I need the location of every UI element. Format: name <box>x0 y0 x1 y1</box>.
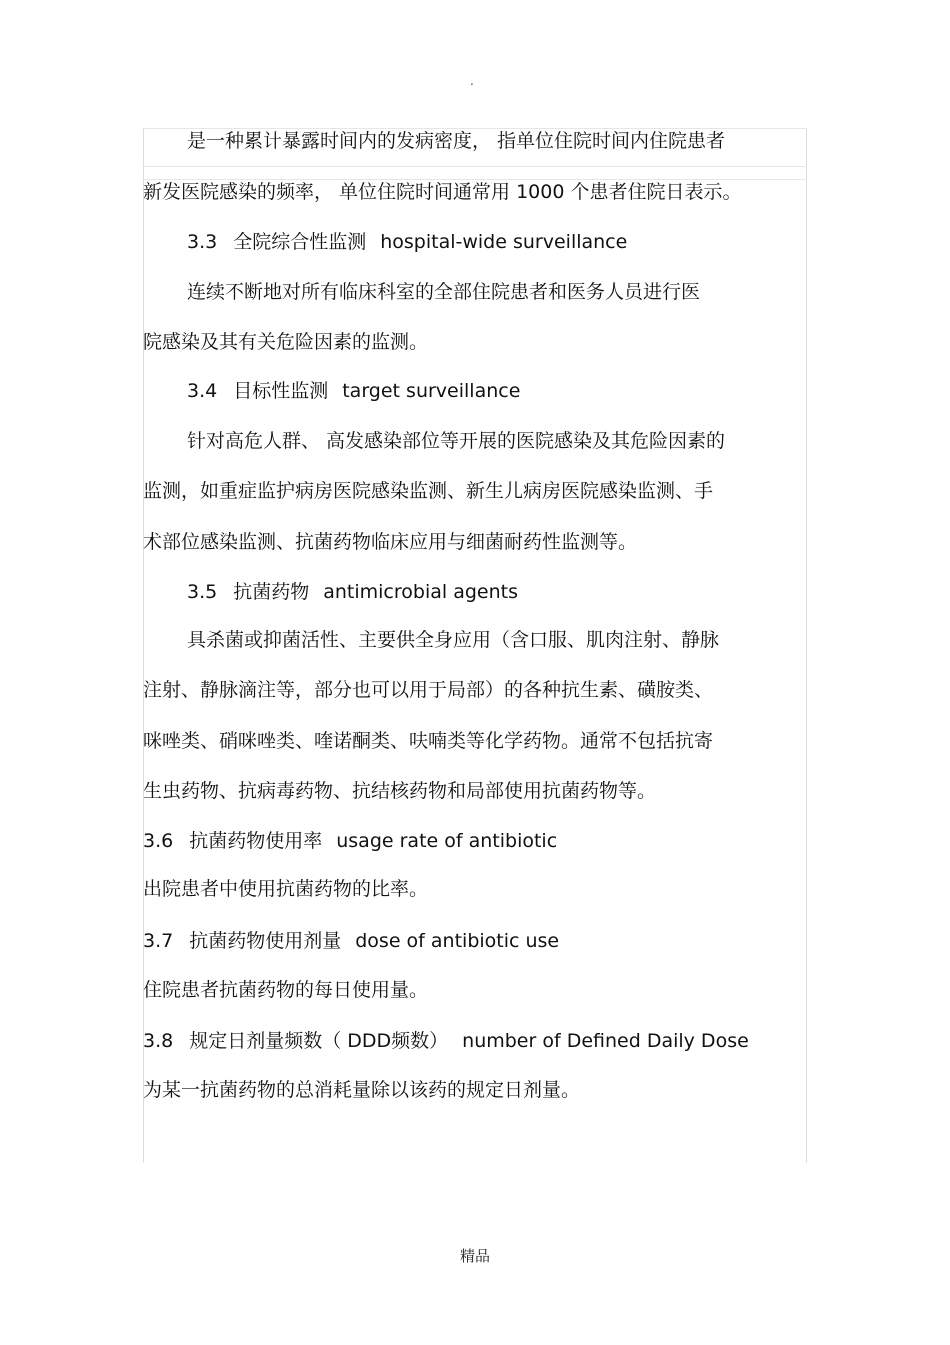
section-number: 3.8 <box>143 1030 174 1052</box>
paragraph-line: 出院患者中使用抗菌药物的比率。 <box>143 878 429 900</box>
section-title-cn: 规定日剂量频数（ DDD频数） <box>189 1030 449 1052</box>
paragraph-line: 院感染及其有关危险因素的监测。 <box>143 331 429 353</box>
section-title-en: target surveillance <box>342 380 521 402</box>
section-title-en: dose of antibiotic use <box>355 930 560 952</box>
paragraph-line: 生虫药物、抗病毒药物、抗结核药物和局部使用抗菌药物等。 <box>143 780 657 802</box>
section-number: 3.7 <box>143 930 174 952</box>
section-number: 3.5 <box>187 581 218 603</box>
section-title-en: usage rate of antibiotic <box>336 830 558 852</box>
section-title-cn: 目标性监测 <box>233 380 329 402</box>
section-title-cn: 抗菌药物使用剂量 <box>189 930 342 952</box>
paragraph-line: 监测，如重症监护病房医院感染监测、新生儿病房医院感染监测、手 <box>143 480 714 502</box>
frame-rule <box>143 166 807 167</box>
paragraph-line: 新发医院感染的频率， 单位住院时间通常用 1000 个患者住院日表示。 <box>143 181 742 203</box>
section-heading-3-7 <box>143 928 811 954</box>
section-heading-3-5 <box>187 579 855 605</box>
section-title-cn: 抗菌药物使用率 <box>189 830 323 852</box>
section-number: 3.6 <box>143 830 174 852</box>
section-title-en: number of Defined Daily Dose <box>462 1030 749 1052</box>
section-heading-3-8 <box>143 1028 811 1054</box>
section-heading-3-4 <box>187 378 855 404</box>
top-mark: . <box>470 74 474 88</box>
section-number: 3.4 <box>187 380 218 402</box>
section-title-cn: 抗菌药物 <box>233 581 310 603</box>
paragraph-line: 具杀菌或抑菌活性、主要供全身应用（含口服、肌肉注射、静脉 <box>187 629 720 651</box>
paragraph-line: 为某一抗菌药物的总消耗量除以该药的规定日剂量。 <box>143 1079 581 1101</box>
paragraph-line: 咪唑类、硝咪唑类、喹诺酮类、呋喃类等化学药物。通常不包括抗寄 <box>143 730 714 752</box>
paragraph-line: 是一种累计暴露时间内的发病密度， 指单位住院时间内住院患者 <box>187 130 726 152</box>
frame-left-border <box>143 128 144 1163</box>
paragraph-line: 注射、静脉滴注等，部分也可以用于局部）的各种抗生素、磺胺类、 <box>143 679 714 701</box>
section-heading-3-6 <box>143 828 811 854</box>
section-title-en: antimicrobial agents <box>323 581 518 603</box>
section-heading-3-3 <box>187 229 855 255</box>
paragraph-line: 术部位感染监测、抗菌药物临床应用与细菌耐药性监测等。 <box>143 531 638 553</box>
paragraph-line: 针对高危人群、 高发感染部位等开展的医院感染及其危险因素的 <box>187 430 726 452</box>
page-footer: 精品 <box>459 1247 490 1265</box>
section-title-en: hospital-wide surveillance <box>380 231 628 253</box>
section-title-cn: 全院综合性监测 <box>233 231 367 253</box>
paragraph-line: 住院患者抗菌药物的每日使用量。 <box>143 979 429 1001</box>
section-number: 3.3 <box>187 231 218 253</box>
paragraph-line: 连续不断地对所有临床科室的全部住院患者和医务人员进行医 <box>187 281 701 303</box>
